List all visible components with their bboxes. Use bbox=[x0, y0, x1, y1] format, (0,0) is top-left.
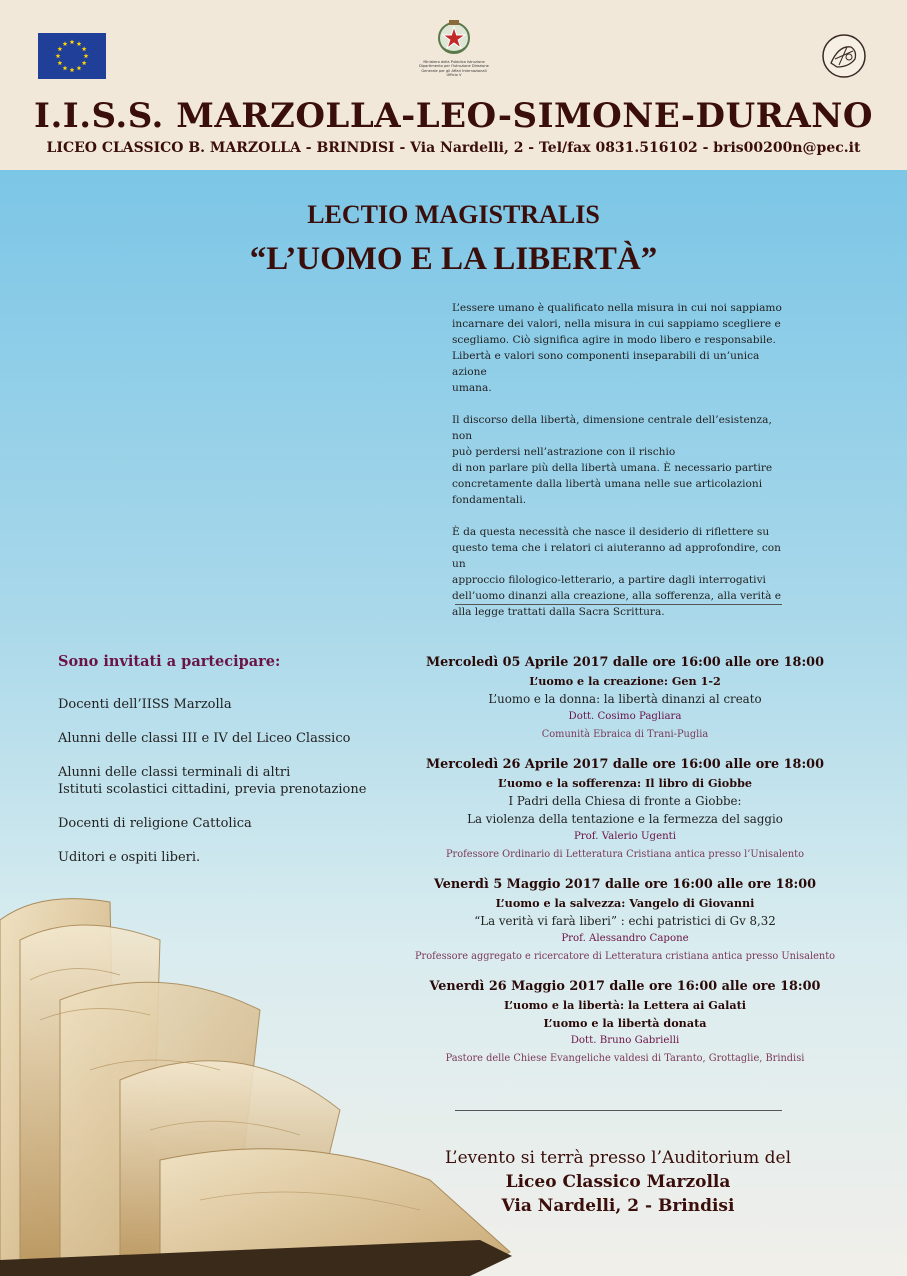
event-title: “L’UOMO E LA LIBERTÀ” bbox=[249, 241, 658, 277]
school-contacts: LICEO CLASSICO B. MARZOLLA - BRINDISI - Via Nardelli, 2 - Tel/fax 0831.516102 - bris00200n@pec.it bbox=[46, 140, 861, 156]
list-item: Alunni delle classi III e IV del Liceo Classico bbox=[58, 731, 351, 746]
event-heading: LECTIO MAGISTRALIS bbox=[307, 200, 600, 229]
list-item: Docenti di religione Cattolica bbox=[58, 816, 252, 831]
invited-list bbox=[58, 696, 418, 883]
event-speaker-role: Comunità Ebraica di Trani-Puglia bbox=[541, 729, 709, 740]
event-date: Venerdì 5 Maggio 2017 dalle ore 16:00 alle ore 18:00 bbox=[433, 877, 817, 892]
schedule-item bbox=[400, 654, 850, 744]
event-date: Mercoledì 26 Aprile 2017 dalle ore 16:00 alle ore 18:00 bbox=[426, 757, 824, 772]
school-title: I.I.S.S. MARZOLLA-LEO-SIMONE-DURANO bbox=[34, 96, 873, 136]
event-speaker-role: Professore aggregato e ricercatore di Letteratura cristiana antica presso Unisalento bbox=[414, 951, 836, 962]
event-date: Mercoledì 05 Aprile 2017 dalle ore 16:00 alle ore 18:00 bbox=[426, 655, 824, 670]
event-subtitle: L’uomo e la sofferenza: Il libro di Giobbe bbox=[497, 776, 753, 790]
event-speaker: Prof. Alessandro Capone bbox=[561, 933, 689, 944]
event-subtitle: L’uomo e la creazione: Gen 1-2 bbox=[529, 674, 721, 688]
event-speaker: Dott. Bruno Gabrielli bbox=[570, 1035, 680, 1046]
list-item: Uditori e ospiti liberi. bbox=[58, 850, 201, 865]
event-description: La violenza della tentazione e la fermezza del saggio bbox=[467, 812, 783, 826]
event-subtitle: L’uomo e la libertà: la Lettera ai Galati bbox=[503, 998, 747, 1012]
event-speaker-role: Pastore delle Chiese Evangeliche valdesi di Taranto, Grottaglie, Brindisi bbox=[445, 1053, 805, 1064]
event-description: I Padri della Chiesa di fronte a Giobbe: bbox=[508, 794, 742, 808]
venue-info bbox=[388, 1146, 848, 1218]
event-description: “La verità vi farà liberi” : echi patristici di Gv 8,32 bbox=[474, 914, 776, 928]
intro-paragraph: È da questa necessità che nasce il desiderio di riflettere su questo tema che i relatori ci aiuteranno ad approfondire, con un approccio filologico-letterario, a partire dagli interrogativi dell’uomo dinanzi alla creazione, alla sofferenza, alla verità e alla legge trattati dalla Sacra Scrittura. bbox=[452, 526, 782, 618]
school-emblem-icon bbox=[821, 33, 867, 79]
venue-line: L’evento si terrà presso l’Auditorium del bbox=[444, 1148, 792, 1168]
invited-heading: Sono invitati a partecipare: bbox=[58, 653, 281, 670]
event-date: Venerdì 26 Maggio 2017 dalle ore 16:00 alle ore 18:00 bbox=[429, 979, 821, 994]
ministry-text: Ministero della Pubblica Istruzione Dipartimento per l'Istruzione Direzione Generale per gli Affari Internazionali Ufficio V bbox=[419, 60, 489, 77]
list-item: Alunni delle classi terminali di altri Istituti scolastici cittadini, previa prenotazione bbox=[58, 765, 367, 797]
event-subtitle-2: L’uomo e la libertà donata bbox=[543, 1016, 707, 1030]
schedule-item bbox=[400, 756, 850, 864]
divider bbox=[455, 604, 782, 605]
eu-flag-icon bbox=[38, 33, 106, 79]
event-speaker: Dott. Cosimo Pagliara bbox=[568, 711, 682, 722]
italian-republic-emblem-icon bbox=[418, 18, 490, 90]
event-speaker-role: Professore Ordinario di Letteratura Cristiana antica presso l’Unisalento bbox=[445, 849, 805, 860]
intro-text bbox=[452, 300, 792, 636]
intro-paragraph: L’essere umano è qualificato nella misura in cui noi sappiamo incarnare dei valori, nella misura in cui sappiamo scegliere e scegliamo. Ciò significa agire in modo libero e responsabile. Libertà e valori sono componenti inseparabili di un’unica azione umana. bbox=[452, 302, 782, 394]
intro-paragraph: Il discorso della libertà, dimensione centrale dell’esistenza, non può perdersi nell’astrazione con il rischio di non parlare più della libertà umana. È necessario partire concretamente dalla libertà umana nelle sue articolazioni fondamentali. bbox=[452, 414, 773, 506]
venue-name: Liceo Classico Marzolla bbox=[505, 1172, 731, 1192]
venue-address: Via Nardelli, 2 - Brindisi bbox=[501, 1196, 735, 1216]
event-speaker: Prof. Valerio Ugenti bbox=[573, 831, 677, 842]
list-item: Docenti dell’IISS Marzolla bbox=[58, 697, 232, 712]
event-subtitle: L’uomo e la salvezza: Vangelo di Giovanni bbox=[495, 896, 755, 910]
event-description: L’uomo e la donna: la libertà dinanzi al creato bbox=[488, 692, 762, 706]
